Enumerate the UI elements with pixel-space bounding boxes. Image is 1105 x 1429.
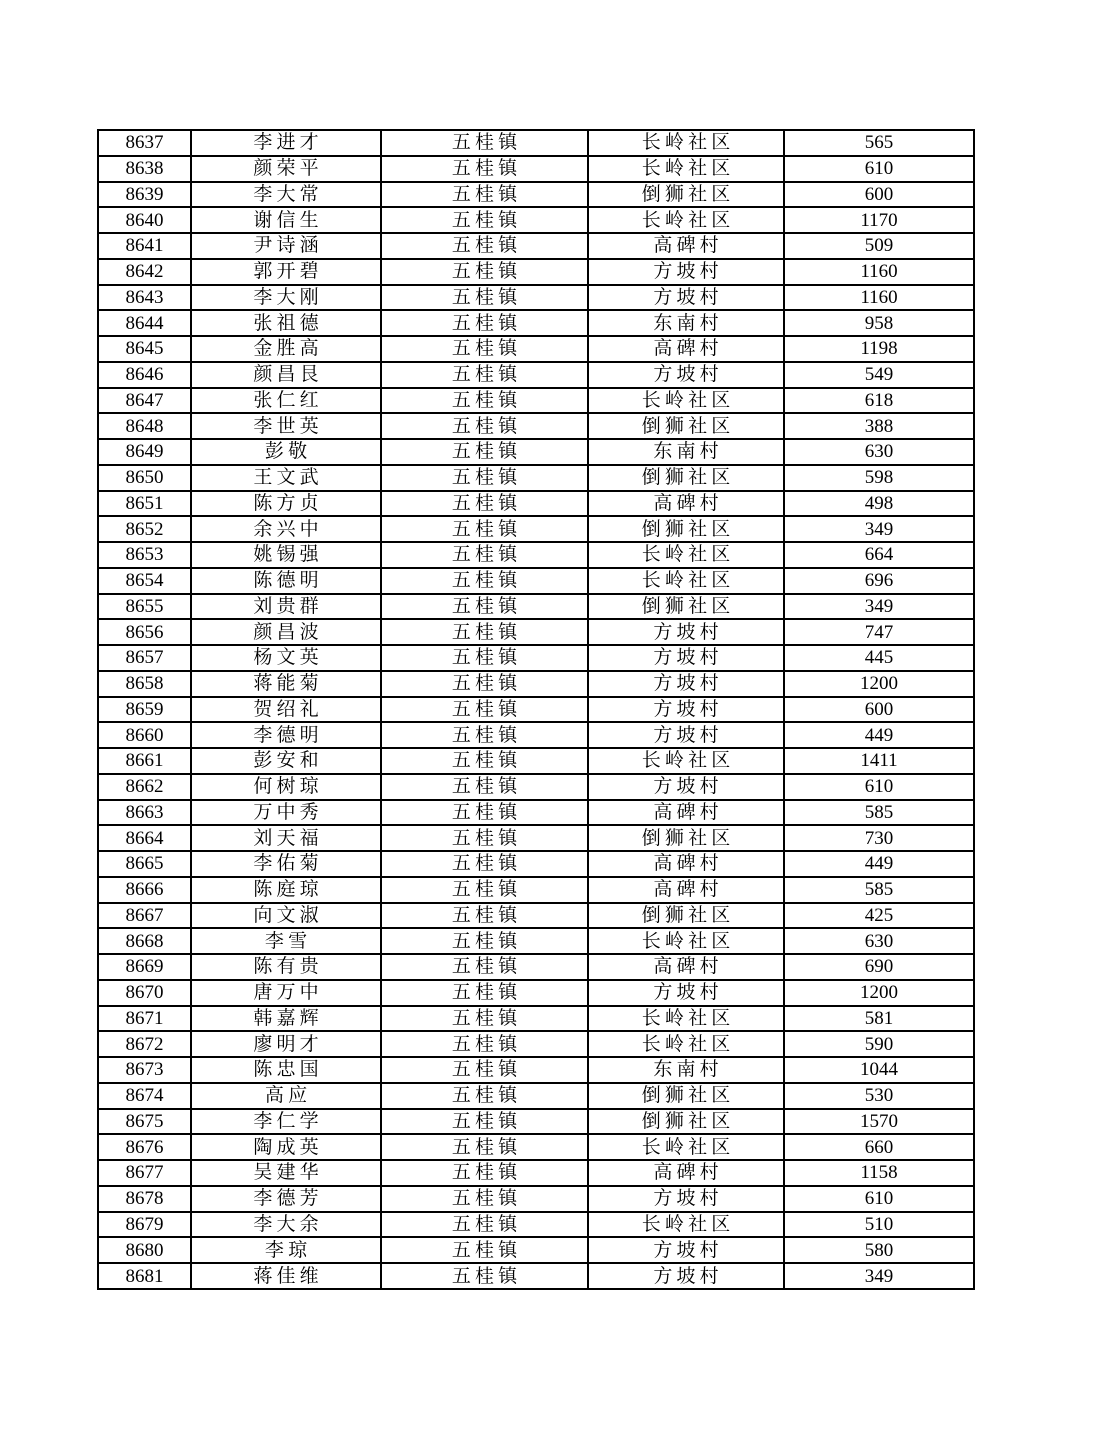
cell-village: 方坡村 xyxy=(588,285,784,311)
table-row xyxy=(98,645,974,671)
cell-town: 五桂镇 xyxy=(381,182,588,208)
cell-town: 五桂镇 xyxy=(381,697,588,723)
table-row xyxy=(98,388,974,414)
cell-name: 向文淑 xyxy=(191,903,381,929)
cell-town: 五桂镇 xyxy=(381,465,588,491)
cell-town: 五桂镇 xyxy=(381,568,588,594)
cell-amount: 730 xyxy=(784,825,974,851)
cell-town: 五桂镇 xyxy=(381,542,588,568)
cell-name: 廖明才 xyxy=(191,1031,381,1057)
table-row xyxy=(98,1186,974,1212)
table-row xyxy=(98,954,974,980)
cell-town: 五桂镇 xyxy=(381,774,588,800)
cell-town: 五桂镇 xyxy=(381,877,588,903)
cell-amount: 1570 xyxy=(784,1109,974,1135)
cell-town: 五桂镇 xyxy=(381,800,588,826)
cell-town: 五桂镇 xyxy=(381,259,588,285)
table-row xyxy=(98,877,974,903)
cell-name: 贺绍礼 xyxy=(191,697,381,723)
cell-amount: 1160 xyxy=(784,285,974,311)
cell-name: 陈方贞 xyxy=(191,491,381,517)
cell-amount: 1198 xyxy=(784,336,974,362)
cell-amount: 1160 xyxy=(784,259,974,285)
cell-amount: 580 xyxy=(784,1237,974,1263)
cell-amount: 388 xyxy=(784,413,974,439)
cell-id: 8649 xyxy=(98,439,191,465)
cell-id: 8647 xyxy=(98,388,191,414)
cell-name: 彭安和 xyxy=(191,748,381,774)
table-row xyxy=(98,980,974,1006)
cell-id: 8669 xyxy=(98,954,191,980)
cell-village: 长岭社区 xyxy=(588,388,784,414)
cell-village: 倒狮社区 xyxy=(588,903,784,929)
cell-amount: 1158 xyxy=(784,1160,974,1186)
cell-amount: 630 xyxy=(784,439,974,465)
cell-town: 五桂镇 xyxy=(381,388,588,414)
table-row xyxy=(98,336,974,362)
cell-name: 李琼 xyxy=(191,1237,381,1263)
cell-town: 五桂镇 xyxy=(381,722,588,748)
cell-village: 长岭社区 xyxy=(588,748,784,774)
cell-amount: 498 xyxy=(784,491,974,517)
cell-name: 姚锡强 xyxy=(191,542,381,568)
cell-village: 高碑村 xyxy=(588,491,784,517)
cell-amount: 549 xyxy=(784,362,974,388)
cell-amount: 449 xyxy=(784,722,974,748)
table-row xyxy=(98,259,974,285)
cell-name: 王文武 xyxy=(191,465,381,491)
cell-amount: 1200 xyxy=(784,980,974,1006)
cell-town: 五桂镇 xyxy=(381,825,588,851)
cell-town: 五桂镇 xyxy=(381,928,588,954)
cell-id: 8675 xyxy=(98,1109,191,1135)
cell-id: 8671 xyxy=(98,1006,191,1032)
table-row xyxy=(98,1263,974,1289)
cell-amount: 690 xyxy=(784,954,974,980)
cell-name: 万中秀 xyxy=(191,800,381,826)
cell-id: 8662 xyxy=(98,774,191,800)
cell-id: 8681 xyxy=(98,1263,191,1289)
cell-id: 8668 xyxy=(98,928,191,954)
cell-amount: 449 xyxy=(784,851,974,877)
cell-name: 郭开碧 xyxy=(191,259,381,285)
cell-name: 高应 xyxy=(191,1083,381,1109)
cell-village: 方坡村 xyxy=(588,362,784,388)
cell-id: 8651 xyxy=(98,491,191,517)
cell-id: 8673 xyxy=(98,1057,191,1083)
cell-id: 8639 xyxy=(98,182,191,208)
cell-village: 长岭社区 xyxy=(588,207,784,233)
cell-amount: 600 xyxy=(784,182,974,208)
cell-town: 五桂镇 xyxy=(381,516,588,542)
cell-id: 8648 xyxy=(98,413,191,439)
table-row xyxy=(98,748,974,774)
cell-amount: 585 xyxy=(784,877,974,903)
cell-id: 8666 xyxy=(98,877,191,903)
cell-name: 李大常 xyxy=(191,182,381,208)
cell-name: 蒋能菊 xyxy=(191,671,381,697)
cell-id: 8642 xyxy=(98,259,191,285)
cell-village: 长岭社区 xyxy=(588,156,784,182)
table-row xyxy=(98,491,974,517)
cell-id: 8664 xyxy=(98,825,191,851)
cell-town: 五桂镇 xyxy=(381,1186,588,1212)
cell-name: 蒋佳维 xyxy=(191,1263,381,1289)
cell-name: 刘贵群 xyxy=(191,594,381,620)
cell-amount: 1170 xyxy=(784,207,974,233)
cell-name: 韩嘉辉 xyxy=(191,1006,381,1032)
table-row xyxy=(98,182,974,208)
table-row xyxy=(98,697,974,723)
cell-amount: 610 xyxy=(784,156,974,182)
cell-town: 五桂镇 xyxy=(381,671,588,697)
table-row xyxy=(98,439,974,465)
cell-town: 五桂镇 xyxy=(381,645,588,671)
table-row xyxy=(98,774,974,800)
cell-town: 五桂镇 xyxy=(381,285,588,311)
cell-name: 谢信生 xyxy=(191,207,381,233)
cell-village: 东南村 xyxy=(588,1057,784,1083)
cell-amount: 630 xyxy=(784,928,974,954)
roster-table xyxy=(97,129,975,1290)
cell-amount: 510 xyxy=(784,1212,974,1238)
cell-town: 五桂镇 xyxy=(381,439,588,465)
cell-id: 8679 xyxy=(98,1212,191,1238)
cell-id: 8654 xyxy=(98,568,191,594)
cell-village: 方坡村 xyxy=(588,1237,784,1263)
cell-village: 高碑村 xyxy=(588,1160,784,1186)
cell-town: 五桂镇 xyxy=(381,594,588,620)
cell-amount: 445 xyxy=(784,645,974,671)
cell-village: 倒狮社区 xyxy=(588,413,784,439)
table-row xyxy=(98,851,974,877)
cell-name: 何树琼 xyxy=(191,774,381,800)
table-row xyxy=(98,825,974,851)
table-row xyxy=(98,903,974,929)
cell-name: 张仁红 xyxy=(191,388,381,414)
table-row xyxy=(98,465,974,491)
cell-village: 长岭社区 xyxy=(588,1134,784,1160)
cell-town: 五桂镇 xyxy=(381,130,588,156)
cell-town: 五桂镇 xyxy=(381,1134,588,1160)
cell-village: 高碑村 xyxy=(588,954,784,980)
table-row xyxy=(98,362,974,388)
table-row xyxy=(98,1031,974,1057)
table-row xyxy=(98,594,974,620)
cell-village: 高碑村 xyxy=(588,336,784,362)
cell-name: 颜昌艮 xyxy=(191,362,381,388)
cell-amount: 425 xyxy=(784,903,974,929)
cell-id: 8644 xyxy=(98,310,191,336)
table-row xyxy=(98,619,974,645)
cell-village: 东南村 xyxy=(588,310,784,336)
cell-id: 8643 xyxy=(98,285,191,311)
cell-village: 倒狮社区 xyxy=(588,465,784,491)
cell-town: 五桂镇 xyxy=(381,1057,588,1083)
cell-amount: 349 xyxy=(784,594,974,620)
cell-name: 吴建华 xyxy=(191,1160,381,1186)
cell-name: 颜荣平 xyxy=(191,156,381,182)
cell-town: 五桂镇 xyxy=(381,1263,588,1289)
cell-name: 李世英 xyxy=(191,413,381,439)
cell-id: 8656 xyxy=(98,619,191,645)
cell-village: 倒狮社区 xyxy=(588,516,784,542)
cell-town: 五桂镇 xyxy=(381,362,588,388)
cell-name: 余兴中 xyxy=(191,516,381,542)
cell-town: 五桂镇 xyxy=(381,851,588,877)
cell-amount: 958 xyxy=(784,310,974,336)
cell-id: 8661 xyxy=(98,748,191,774)
cell-name: 张祖德 xyxy=(191,310,381,336)
cell-village: 方坡村 xyxy=(588,1186,784,1212)
cell-amount: 1200 xyxy=(784,671,974,697)
cell-village: 方坡村 xyxy=(588,671,784,697)
table-row xyxy=(98,1237,974,1263)
cell-village: 方坡村 xyxy=(588,980,784,1006)
cell-id: 8672 xyxy=(98,1031,191,1057)
cell-amount: 509 xyxy=(784,233,974,259)
cell-town: 五桂镇 xyxy=(381,1160,588,1186)
cell-village: 倒狮社区 xyxy=(588,594,784,620)
cell-village: 方坡村 xyxy=(588,645,784,671)
cell-name: 颜昌波 xyxy=(191,619,381,645)
cell-amount: 664 xyxy=(784,542,974,568)
cell-name: 陈庭琼 xyxy=(191,877,381,903)
cell-id: 8677 xyxy=(98,1160,191,1186)
cell-amount: 618 xyxy=(784,388,974,414)
cell-name: 李大余 xyxy=(191,1212,381,1238)
cell-name: 陈有贵 xyxy=(191,954,381,980)
cell-town: 五桂镇 xyxy=(381,619,588,645)
cell-village: 方坡村 xyxy=(588,722,784,748)
cell-id: 8663 xyxy=(98,800,191,826)
cell-name: 陈忠国 xyxy=(191,1057,381,1083)
table-row xyxy=(98,1083,974,1109)
cell-id: 8670 xyxy=(98,980,191,1006)
cell-village: 方坡村 xyxy=(588,1263,784,1289)
cell-id: 8659 xyxy=(98,697,191,723)
cell-amount: 590 xyxy=(784,1031,974,1057)
table-row xyxy=(98,542,974,568)
table-row xyxy=(98,1109,974,1135)
table-row xyxy=(98,1160,974,1186)
cell-village: 倒狮社区 xyxy=(588,182,784,208)
table-row xyxy=(98,413,974,439)
cell-village: 方坡村 xyxy=(588,619,784,645)
cell-name: 李进才 xyxy=(191,130,381,156)
cell-town: 五桂镇 xyxy=(381,980,588,1006)
cell-village: 方坡村 xyxy=(588,774,784,800)
cell-amount: 349 xyxy=(784,516,974,542)
cell-town: 五桂镇 xyxy=(381,310,588,336)
cell-amount: 1044 xyxy=(784,1057,974,1083)
cell-name: 李德明 xyxy=(191,722,381,748)
cell-id: 8678 xyxy=(98,1186,191,1212)
table-body xyxy=(98,130,974,1289)
table-row xyxy=(98,285,974,311)
cell-village: 长岭社区 xyxy=(588,542,784,568)
cell-name: 刘天福 xyxy=(191,825,381,851)
table-row xyxy=(98,516,974,542)
cell-name: 尹诗涵 xyxy=(191,233,381,259)
cell-id: 8652 xyxy=(98,516,191,542)
cell-town: 五桂镇 xyxy=(381,156,588,182)
table-row xyxy=(98,928,974,954)
cell-id: 8658 xyxy=(98,671,191,697)
table-row xyxy=(98,671,974,697)
cell-amount: 349 xyxy=(784,1263,974,1289)
cell-id: 8641 xyxy=(98,233,191,259)
cell-id: 8645 xyxy=(98,336,191,362)
cell-name: 彭敬 xyxy=(191,439,381,465)
cell-name: 李佑菊 xyxy=(191,851,381,877)
cell-village: 长岭社区 xyxy=(588,130,784,156)
cell-town: 五桂镇 xyxy=(381,1212,588,1238)
cell-amount: 530 xyxy=(784,1083,974,1109)
cell-id: 8660 xyxy=(98,722,191,748)
cell-village: 高碑村 xyxy=(588,851,784,877)
table-row xyxy=(98,568,974,594)
cell-amount: 581 xyxy=(784,1006,974,1032)
cell-village: 长岭社区 xyxy=(588,928,784,954)
cell-town: 五桂镇 xyxy=(381,1237,588,1263)
cell-village: 倒狮社区 xyxy=(588,825,784,851)
cell-village: 长岭社区 xyxy=(588,1212,784,1238)
cell-name: 陶成英 xyxy=(191,1134,381,1160)
table-row xyxy=(98,1212,974,1238)
cell-town: 五桂镇 xyxy=(381,1109,588,1135)
cell-name: 李仁学 xyxy=(191,1109,381,1135)
cell-village: 长岭社区 xyxy=(588,1031,784,1057)
cell-town: 五桂镇 xyxy=(381,748,588,774)
cell-amount: 696 xyxy=(784,568,974,594)
cell-village: 东南村 xyxy=(588,439,784,465)
cell-village: 高碑村 xyxy=(588,800,784,826)
cell-amount: 610 xyxy=(784,774,974,800)
table-row xyxy=(98,310,974,336)
cell-id: 8653 xyxy=(98,542,191,568)
cell-id: 8680 xyxy=(98,1237,191,1263)
cell-village: 倒狮社区 xyxy=(588,1109,784,1135)
cell-town: 五桂镇 xyxy=(381,1006,588,1032)
table-row xyxy=(98,207,974,233)
table-row xyxy=(98,233,974,259)
cell-village: 倒狮社区 xyxy=(588,1083,784,1109)
cell-town: 五桂镇 xyxy=(381,1083,588,1109)
cell-name: 李雪 xyxy=(191,928,381,954)
table-row xyxy=(98,156,974,182)
cell-village: 长岭社区 xyxy=(588,568,784,594)
table-row xyxy=(98,722,974,748)
cell-id: 8655 xyxy=(98,594,191,620)
cell-name: 陈德明 xyxy=(191,568,381,594)
cell-id: 8676 xyxy=(98,1134,191,1160)
cell-id: 8637 xyxy=(98,130,191,156)
cell-town: 五桂镇 xyxy=(381,491,588,517)
cell-village: 高碑村 xyxy=(588,233,784,259)
cell-name: 杨文英 xyxy=(191,645,381,671)
cell-town: 五桂镇 xyxy=(381,1031,588,1057)
cell-id: 8638 xyxy=(98,156,191,182)
cell-town: 五桂镇 xyxy=(381,903,588,929)
cell-id: 8665 xyxy=(98,851,191,877)
cell-id: 8674 xyxy=(98,1083,191,1109)
cell-id: 8657 xyxy=(98,645,191,671)
cell-village: 方坡村 xyxy=(588,697,784,723)
cell-town: 五桂镇 xyxy=(381,233,588,259)
cell-town: 五桂镇 xyxy=(381,413,588,439)
cell-name: 李大刚 xyxy=(191,285,381,311)
cell-id: 8667 xyxy=(98,903,191,929)
cell-amount: 585 xyxy=(784,800,974,826)
table-row xyxy=(98,800,974,826)
table-row xyxy=(98,1057,974,1083)
cell-town: 五桂镇 xyxy=(381,336,588,362)
cell-id: 8640 xyxy=(98,207,191,233)
table-row xyxy=(98,1134,974,1160)
cell-town: 五桂镇 xyxy=(381,954,588,980)
cell-village: 长岭社区 xyxy=(588,1006,784,1032)
cell-amount: 660 xyxy=(784,1134,974,1160)
cell-village: 方坡村 xyxy=(588,259,784,285)
cell-amount: 610 xyxy=(784,1186,974,1212)
cell-amount: 565 xyxy=(784,130,974,156)
cell-village: 高碑村 xyxy=(588,877,784,903)
cell-name: 李德芳 xyxy=(191,1186,381,1212)
cell-amount: 747 xyxy=(784,619,974,645)
table-row xyxy=(98,130,974,156)
cell-id: 8650 xyxy=(98,465,191,491)
cell-town: 五桂镇 xyxy=(381,207,588,233)
cell-amount: 598 xyxy=(784,465,974,491)
cell-amount: 1411 xyxy=(784,748,974,774)
cell-name: 唐万中 xyxy=(191,980,381,1006)
table-row xyxy=(98,1006,974,1032)
cell-id: 8646 xyxy=(98,362,191,388)
cell-name: 金胜高 xyxy=(191,336,381,362)
cell-amount: 600 xyxy=(784,697,974,723)
